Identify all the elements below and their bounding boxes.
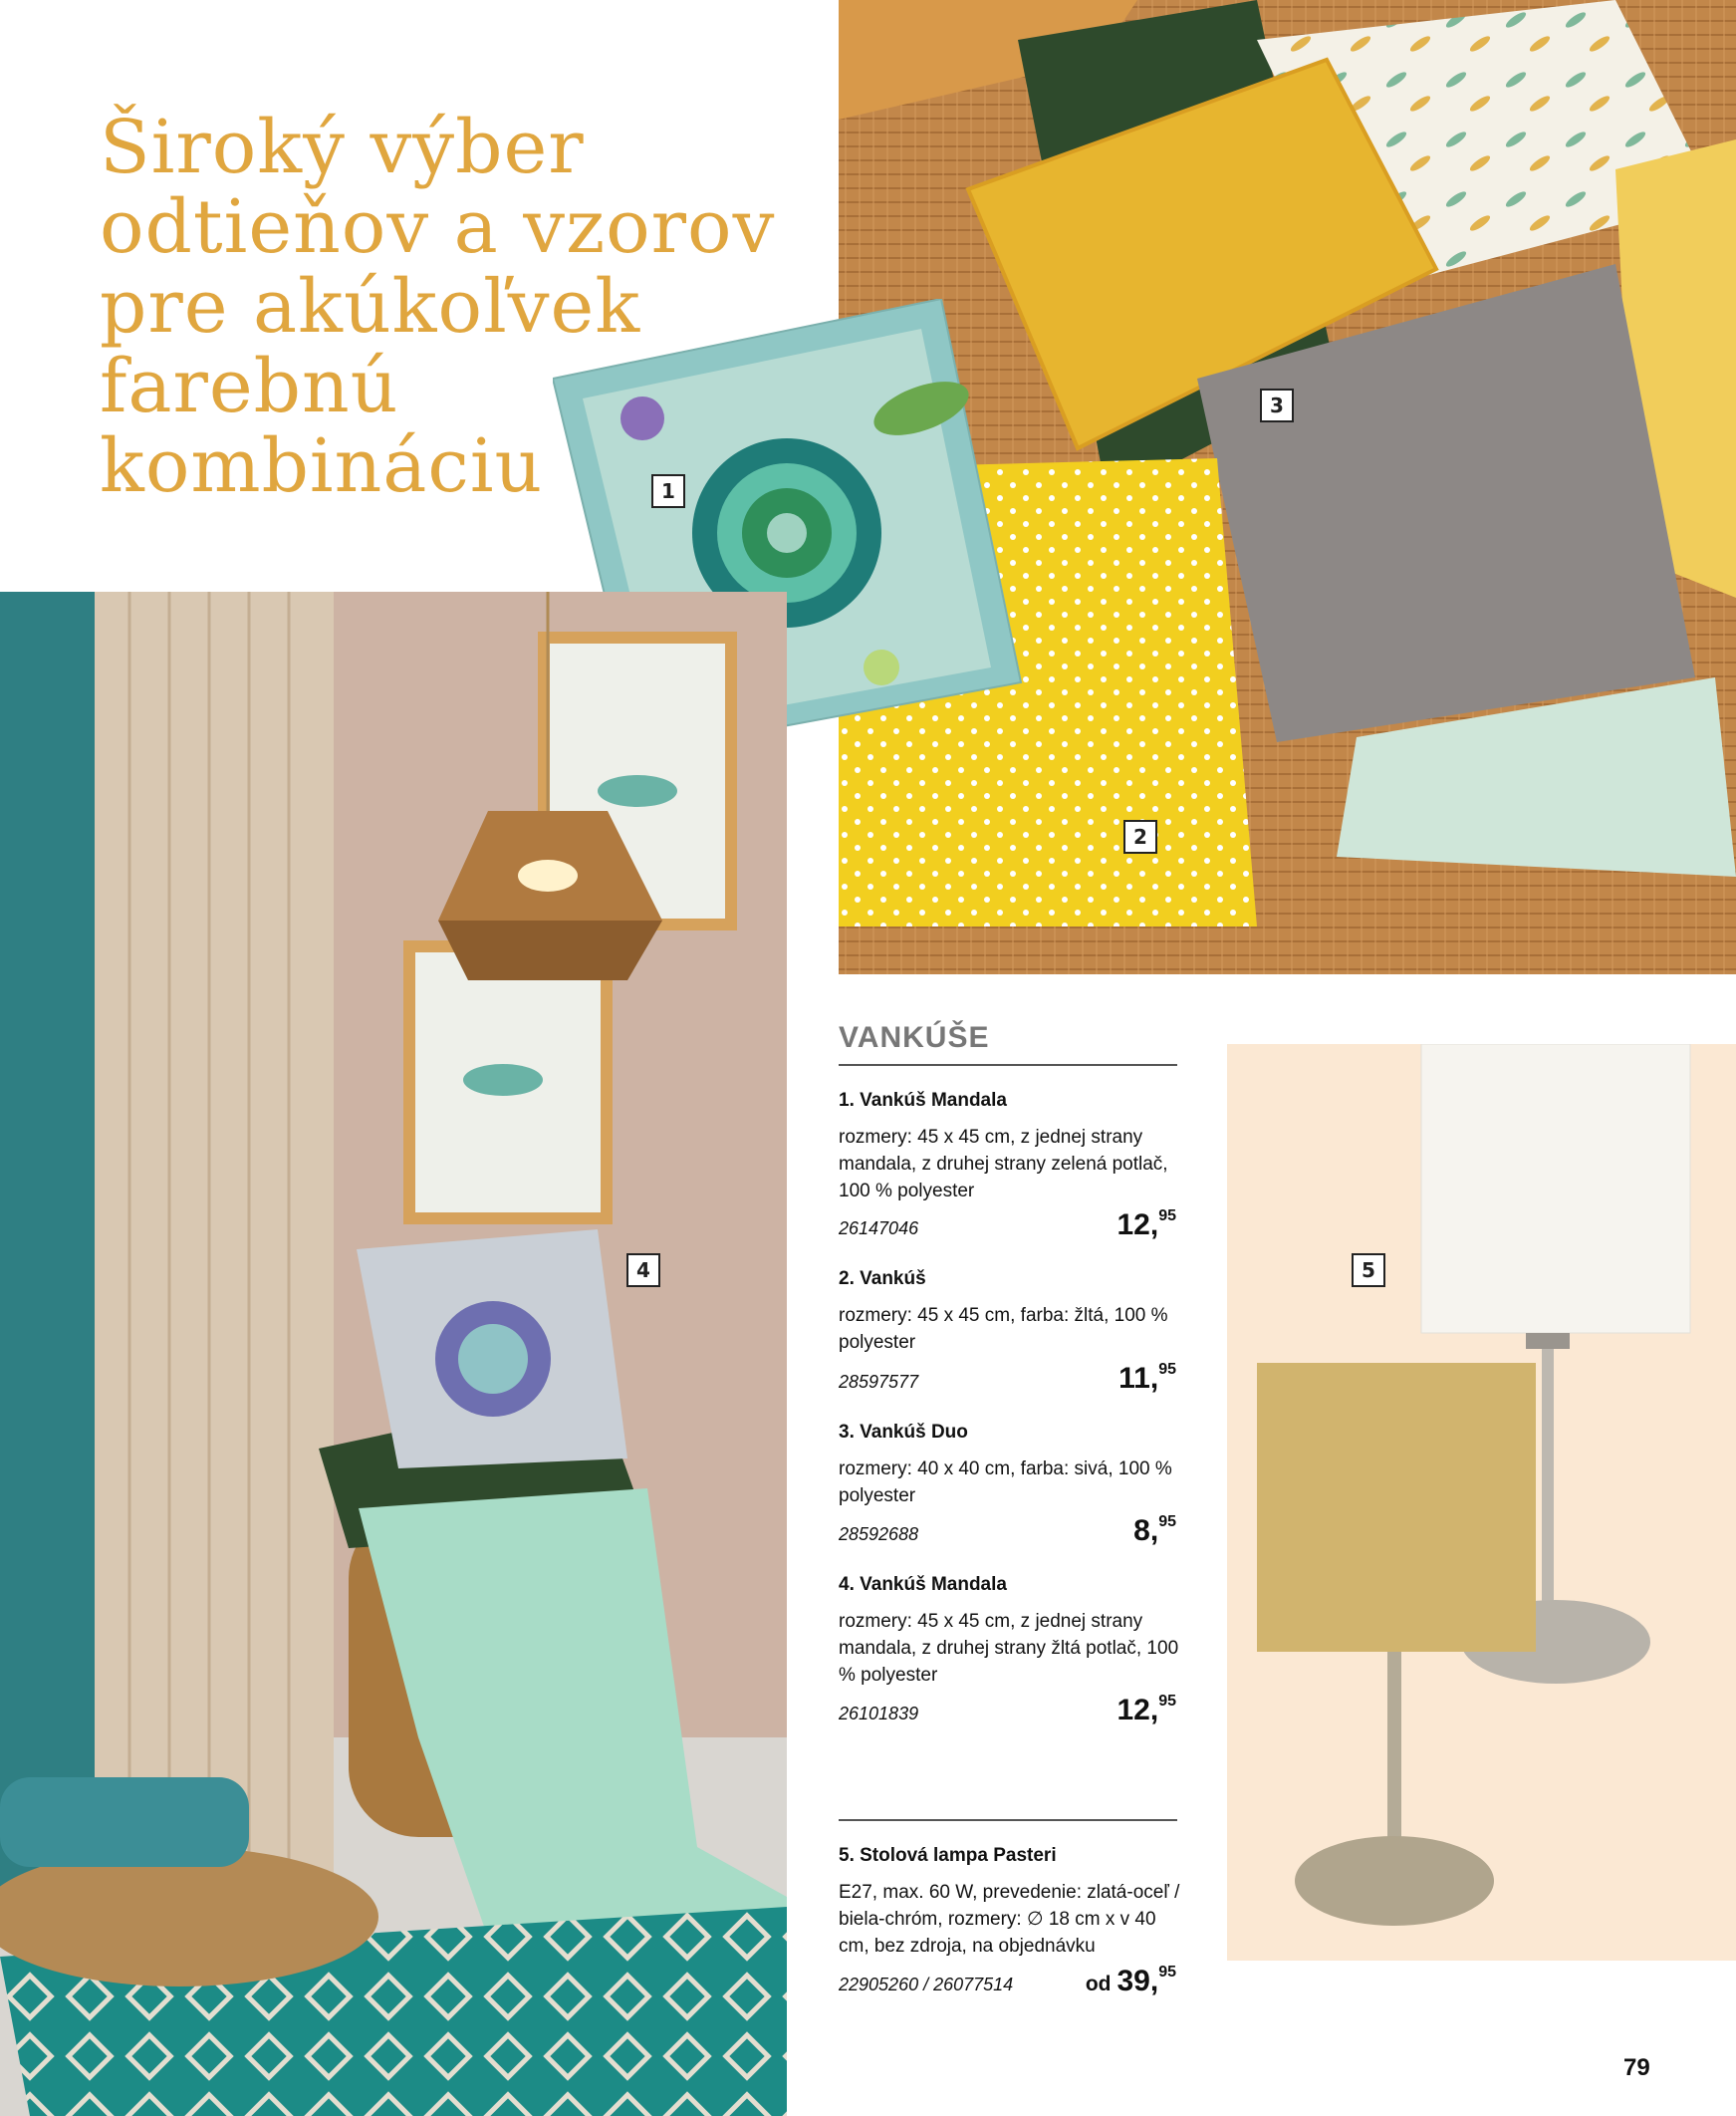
living-room-illustration [0,592,787,2116]
product-description: rozmery: 45 x 45 cm, farba: žltá, 100 % polyester [839,1305,1168,1353]
price-main: 12, [1116,1208,1159,1241]
product-description: rozmery: 45 x 45 cm, z jednej strany mandala, z druhej strany žltá potlač, 100 % polyester [839,1611,1179,1686]
price-main: 39, [1116,1965,1159,1997]
product-code: 28597577 [839,1372,919,1392]
product-price [1116,1693,1176,1727]
price-decimal: 95 [1158,1207,1176,1224]
page-number: 79 [1623,2054,1650,2081]
badge-3: 3 [1260,389,1294,422]
table-lamps-illustration [1227,1044,1736,1961]
product-description: rozmery: 45 x 45 cm, z jednej strany mandala, z druhej strany zelená potlač, 100 % polyester [839,1127,1168,1201]
price-main: 8, [1133,1514,1159,1547]
product-code: 26147046 [839,1218,919,1238]
table-lamps-photo [1227,1044,1736,1961]
badge-1: 1 [651,474,685,508]
product-name: 3. Vankúš Duo [839,1422,968,1443]
lamp-section-rule [839,1819,1177,1821]
price-main: 12, [1116,1694,1159,1726]
product-name: 5. Stolová lampa Pasteri [839,1845,1057,1866]
product-code: 22905260 / 26077514 [839,1975,1014,1994]
section-title: VANKÚŠE [839,1021,990,1054]
product-description: E27, max. 60 W, prevedenie: zlatá-oceľ / biela-chróm, rozmery: ∅ 18 cm x v 40 cm, bez zdroja, na objednávku [839,1882,1180,1957]
product-name: 1. Vankúš Mandala [839,1090,1007,1111]
page-headline: Široký výber odtieňov a vzorov pre akúkoľvek farebnú kombináciu [100,105,776,509]
price-prefix: od [1085,1973,1112,1995]
section-rule [839,1064,1177,1066]
product-price [1118,1361,1176,1396]
product-price [1086,1964,1176,1998]
product-code: 26101839 [839,1704,919,1723]
price-main: 11, [1118,1362,1159,1395]
product-price [1133,1513,1176,1548]
product-price [1116,1207,1176,1242]
living-room-photo [0,592,787,2116]
badge-5: 5 [1352,1253,1385,1287]
price-decimal: 95 [1158,1964,1176,1981]
price-decimal: 95 [1158,1361,1176,1378]
product-description: rozmery: 40 x 40 cm, farba: sivá, 100 % polyester [839,1458,1172,1506]
product-code: 28592688 [839,1524,919,1544]
badge-2: 2 [1123,820,1157,854]
badge-4: 4 [626,1253,660,1287]
product-name: 4. Vankúš Mandala [839,1574,1007,1595]
price-decimal: 95 [1158,1693,1176,1710]
product-name: 2. Vankúš [839,1268,926,1289]
price-decimal: 95 [1158,1513,1176,1530]
